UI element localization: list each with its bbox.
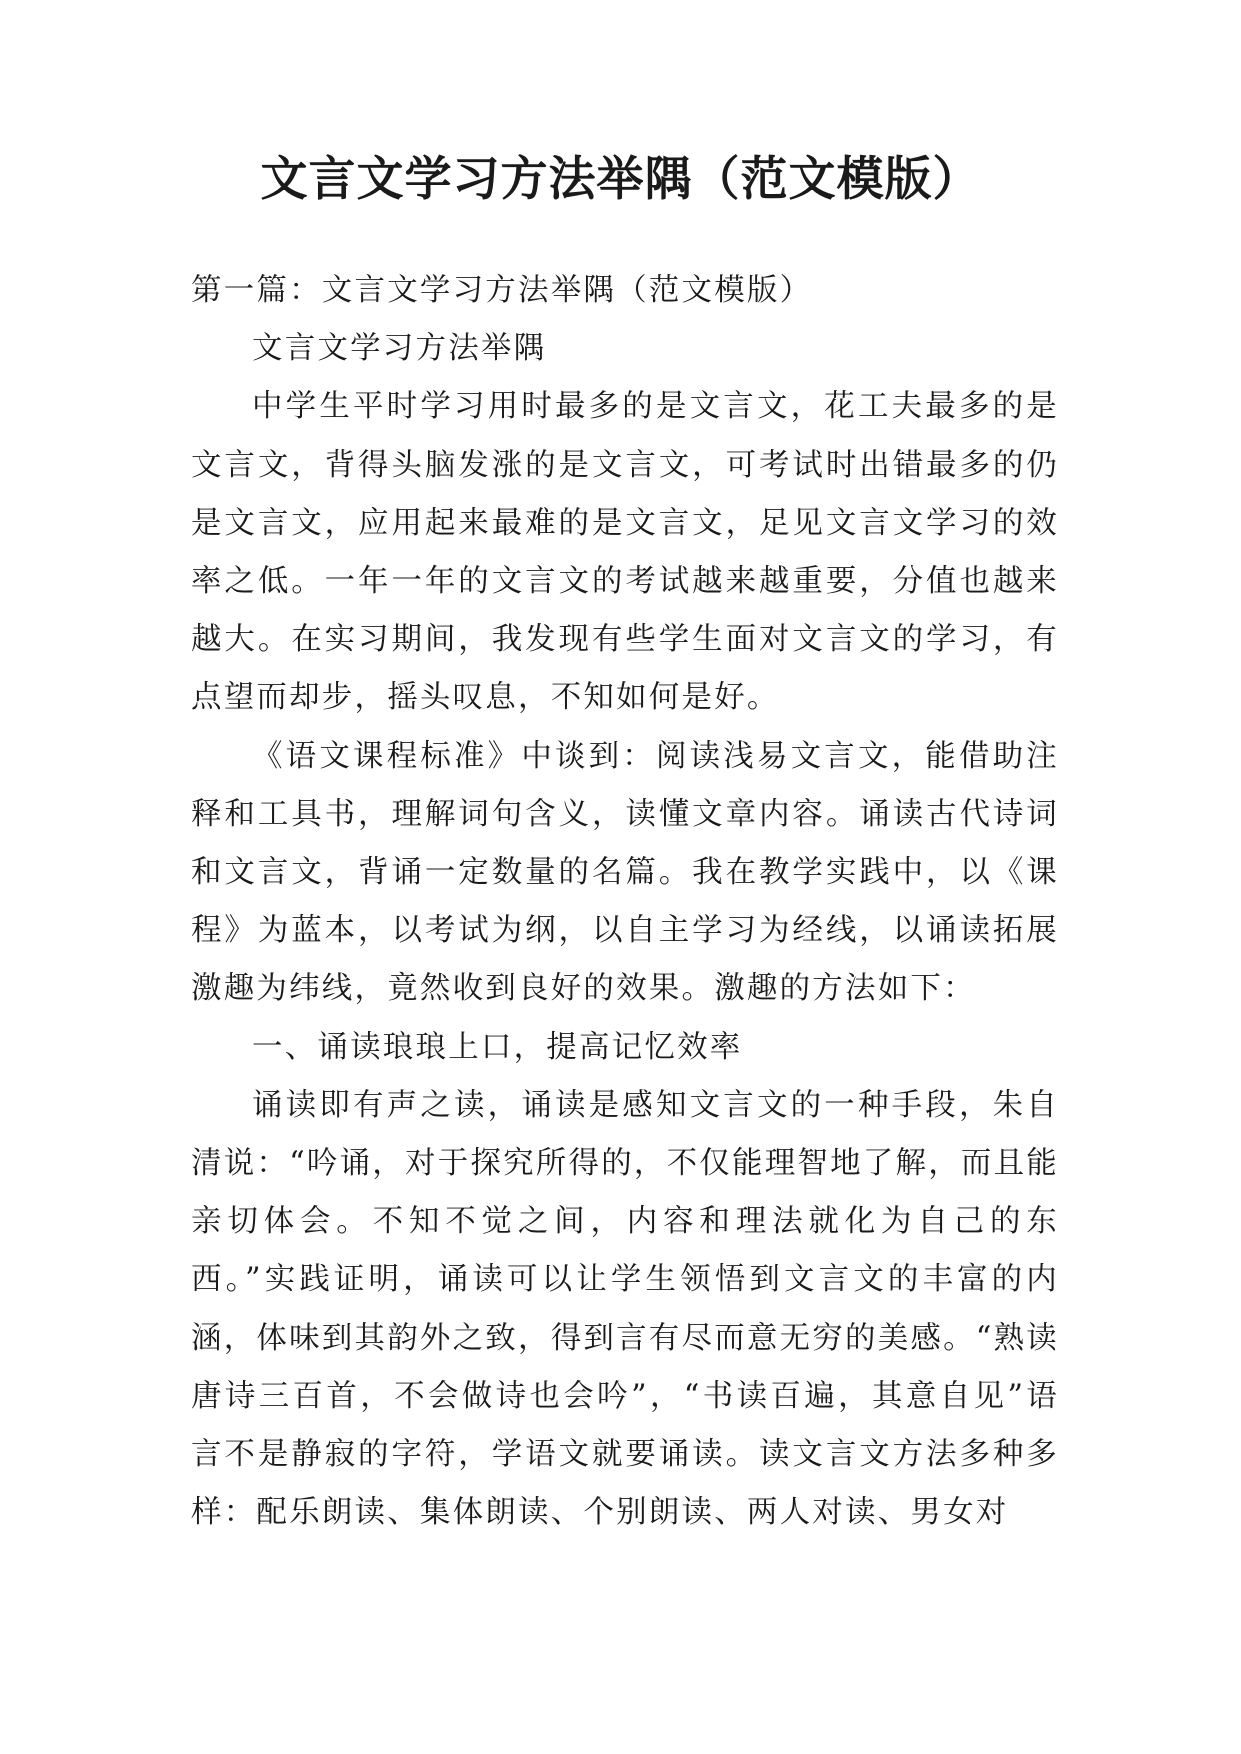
paragraph-intro: 中学生平时学习用时最多的是文言文，花工夫最多的是文言文，背得头脑发涨的是文言文，可考试时出错最多的仍是文言文，应用起来最难的是文言文，足见文言文学习的效率之低。一年一年的文言文的考试越来越重要，分值也越来越大。在实习期间，我发现有些学生面对文言文的学习，有点望而却步，摇头叹息，不知如何是好。 bbox=[191, 389, 1059, 716]
subheading-recitation: 一、诵读琅琅上口，提高记忆效率 bbox=[252, 1029, 743, 1065]
document-title: 文言文学习方法举隅（范文模版） bbox=[260, 152, 981, 207]
paragraph-curriculum: 《语文课程标准》中谈到：阅读浅易文言文，能借助注释和工具书，理解词句含义，读懂文章内容。诵读古代诗词和文言文，背诵一定数量的名篇。我在教学实践中，以《课程》为蓝本，以考试为纲，以自主学习为经线，以诵读拓展激趣为纬线，竟然收到良好的效果。激趣的方法如下： bbox=[191, 738, 1059, 1007]
section-heading: 第一篇：文言文学习方法举隅（范文模版） bbox=[191, 273, 813, 308]
article-subtitle: 文言文学习方法举隅 bbox=[252, 331, 547, 367]
document-body bbox=[191, 262, 1059, 1542]
paragraph-recitation: 诵读即有声之读，诵读是感知文言文的一种手段，朱自清说：“吟诵，对于探究所得的，不仅能理智地了解，而且能亲切体会。不知不觉之间，内容和理法就化为自己的东西。”实践证明，诵读可以让学生领悟到文言文的丰富的内涵，体味到其韵外之致，得到言有尽而意无穷的美感。“熟读唐诗三百首，不会做诗也会吟”，“书读百遍，其意自见”语言不是静寂的字符，学语文就要诵读。读文言文方法多种多样：配乐朗读、集体朗读、个别朗读、两人对读、男女对 bbox=[191, 1087, 1059, 1531]
